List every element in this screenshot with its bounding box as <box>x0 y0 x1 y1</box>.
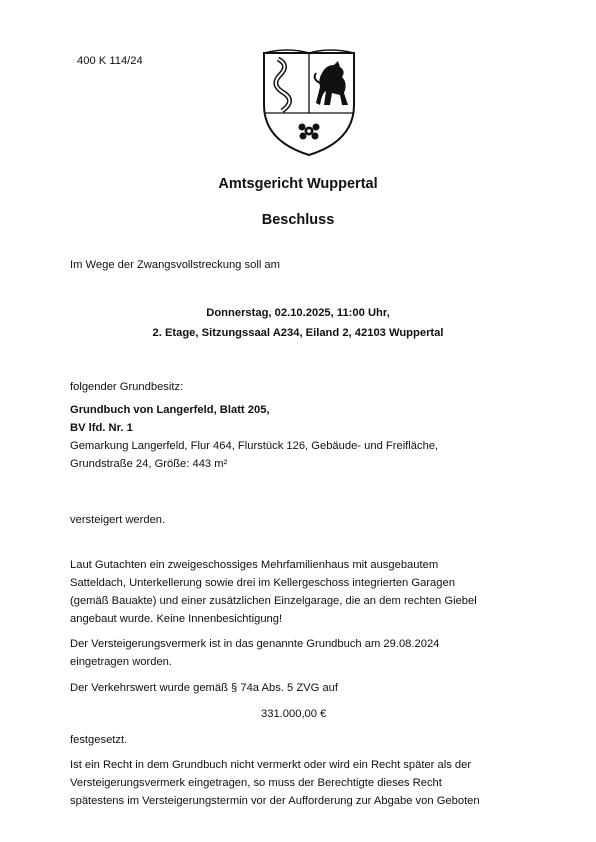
vermerk-line: Der Versteigerungsvermerk ist in das genannte Grundbuch am 29.08.2024 <box>70 638 440 650</box>
gutachten-line: Satteldach, Unterkellerung sowie drei im Kellergeschoss integrierten Garagen <box>70 577 455 589</box>
appointment-date: Donnerstag, 02.10.2025, 11:00 Uhr, <box>206 307 390 319</box>
recht-line: Ist ein Recht in dem Grundbuch nicht vermerkt oder wird ein Recht später als der <box>70 759 472 771</box>
gutachten-line: (gemäß Bauakte) und einer zusätzlichen Einzelgarage, die an dem rechten Giebel <box>70 595 477 607</box>
recht-line: spätestens im Versteigerungstermin vor der Aufforderung zur Abgabe von Geboten <box>70 795 480 807</box>
property-line: Gemarkung Langerfeld, Flur 464, Flurstück 126, Gebäude- und Freifläche, <box>70 440 439 452</box>
intro-text: Im Wege der Zwangsvollstreckung soll am <box>70 259 280 271</box>
auction-text: versteigert werden. <box>70 514 166 526</box>
vermerk-line: eingetragen worden. <box>70 656 173 668</box>
property-line: Grundstraße 24, Größe: 443 m² <box>70 458 228 470</box>
recht-line: Versteigerungsvermerk eingetragen, so muss der Berechtigte dieses Recht <box>70 777 442 789</box>
bv-line: BV lfd. Nr. 1 <box>70 422 133 434</box>
festgesetzt-text: festgesetzt. <box>70 734 128 746</box>
appointment-location: 2. Etage, Sitzungssaal A234, Eiland 2, 42103 Wuppertal <box>152 327 444 339</box>
case-number: 400 K 114/24 <box>77 55 143 67</box>
document-title: Beschluss <box>261 212 335 228</box>
property-intro: folgender Grundbesitz: <box>70 381 184 393</box>
gutachten-line: Laut Gutachten ein zweigeschossiges Mehrfamilienhaus mit ausgebautem <box>70 559 439 571</box>
gutachten-line: angebaut wurde. Keine Innenbesichtigung! <box>70 613 283 625</box>
verkehrswert-intro: Der Verkehrswert wurde gemäß § 74a Abs. 5 ZVG auf <box>70 682 339 694</box>
grundbuch-line: Grundbuch von Langerfeld, Blatt 205, <box>70 404 270 416</box>
verkehrswert-amount: 331.000,00 € <box>261 708 327 720</box>
nrw-coat-of-arms-icon <box>258 43 360 159</box>
court-name: Amtsgericht Wuppertal <box>218 176 378 192</box>
